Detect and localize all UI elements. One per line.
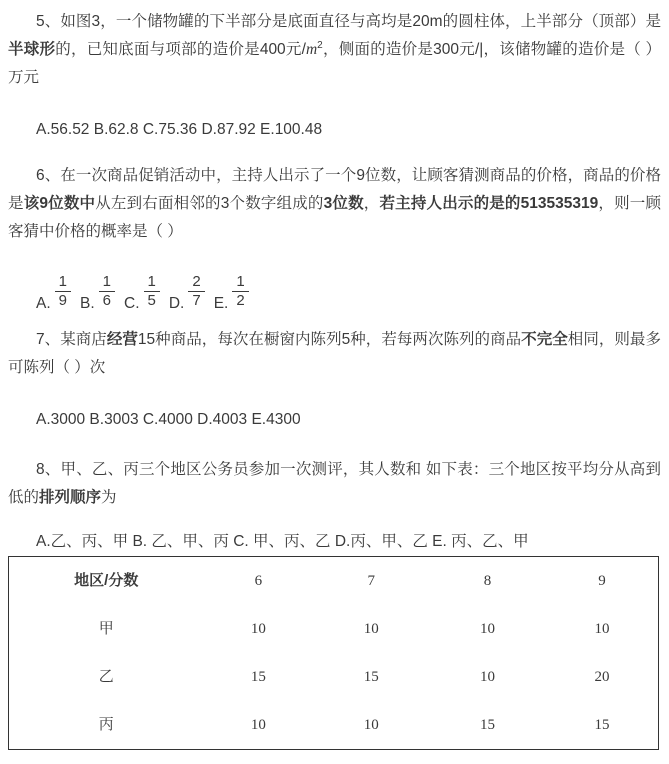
table-row bbox=[9, 605, 659, 653]
fraction bbox=[232, 273, 248, 310]
text-run: 6、在一次商品促销活动中，主持人出示了一个9位数，让顾客猜测商品的价格，商品的价格是 bbox=[8, 167, 661, 212]
fraction-numerator: 1 bbox=[55, 273, 71, 292]
text-run: 为 bbox=[101, 489, 117, 506]
text-run: ， bbox=[363, 195, 380, 212]
text-run: 5、如图3，一个储物罐的下半部分是底面直径与高均是20m的圆柱体，上半部分（顶部）是 bbox=[36, 13, 661, 30]
option-label: D. bbox=[168, 294, 185, 312]
text-run: 7、某商店 bbox=[36, 331, 107, 348]
question-7-text bbox=[8, 326, 661, 382]
text-run-bold: 排列顺序 bbox=[39, 489, 102, 506]
table-row bbox=[9, 653, 659, 701]
math-variable: m bbox=[305, 41, 318, 58]
fraction-denominator: 6 bbox=[102, 292, 111, 309]
score-cell: 10 bbox=[250, 717, 266, 733]
fraction bbox=[99, 273, 115, 310]
text-run-bold: 半球形 bbox=[8, 41, 56, 58]
option-label: A. bbox=[36, 294, 51, 312]
region-cell: 乙 bbox=[98, 668, 114, 685]
score-cell: 10 bbox=[594, 621, 610, 637]
score-col-header: 8 bbox=[483, 573, 492, 589]
superscript: 2 bbox=[317, 39, 323, 51]
fraction-option bbox=[169, 273, 205, 310]
score-cell: 10 bbox=[363, 621, 379, 637]
text-run-bold: 经营 bbox=[106, 331, 138, 348]
score-col-header: 6 bbox=[254, 573, 263, 589]
score-cell: 15 bbox=[363, 669, 379, 685]
table-row bbox=[9, 701, 659, 750]
question-6-options bbox=[36, 258, 661, 310]
text-run-bold: 不完全 bbox=[521, 331, 568, 348]
text-run: ，则一顾客猜中价格的概率是（ ） bbox=[8, 195, 661, 240]
score-col-header: 7 bbox=[367, 573, 375, 589]
score-cell: 20 bbox=[594, 669, 610, 685]
option-label: C. bbox=[124, 294, 140, 312]
question-5-options: A.56.52 B.62.8 C.75.36 D.87.92 E.100.48 bbox=[36, 121, 323, 138]
option-label: E. bbox=[213, 294, 229, 312]
text-run: 相同，则最多可陈列（ ）次 bbox=[8, 331, 661, 376]
fraction-numerator: 1 bbox=[144, 273, 160, 292]
text-run-bold: 若主持人出示的是的 bbox=[379, 195, 521, 212]
text-run: ，侧面的造价是300元/|，该储物罐的造价是（ ）万元 bbox=[8, 41, 661, 86]
text-run: 8、甲、乙、丙三个地区公务员参加一次测评，其人数和 如下表：三个地区按平均分从高到低的 bbox=[8, 461, 661, 506]
text-run-bold: 该9位数中 bbox=[23, 195, 96, 212]
text-run: 的，已知底面与项部的造价是400元/ bbox=[55, 41, 306, 58]
fraction-option bbox=[80, 273, 115, 310]
fraction-option bbox=[214, 273, 249, 310]
score-cell: 15 bbox=[594, 717, 610, 733]
fraction-denominator: 9 bbox=[58, 292, 67, 309]
text-run-bold: 513535319 bbox=[520, 195, 599, 212]
score-cell: 10 bbox=[480, 669, 496, 685]
text-run-bold: 3位数 bbox=[323, 195, 364, 212]
region-cell: 甲 bbox=[98, 620, 114, 637]
fraction bbox=[55, 273, 71, 310]
score-table bbox=[8, 556, 659, 750]
score-col-header: 9 bbox=[598, 573, 606, 589]
fraction-option bbox=[124, 273, 160, 310]
text-run: 15种商品，每次在橱窗内陈列5种，若每两次陈列的商品 bbox=[137, 331, 522, 348]
region-score-header-cell: 地区/分数 bbox=[74, 572, 139, 589]
fraction bbox=[188, 273, 204, 310]
option-label: B. bbox=[80, 294, 95, 312]
fraction-denominator: 2 bbox=[236, 292, 245, 309]
fraction-option bbox=[36, 273, 71, 310]
question-8-options: A.乙、丙、甲 B. 乙、甲、丙 C. 甲、丙、乙 D.丙、甲、乙 E. 丙、乙、甲 bbox=[36, 533, 529, 550]
question-5-text bbox=[8, 8, 661, 92]
fraction-denominator: 7 bbox=[192, 292, 201, 309]
fraction-numerator: 1 bbox=[99, 273, 115, 292]
question-8-text bbox=[8, 456, 661, 512]
question-7-options: A.3000 B.3003 C.4000 D.4003 E.4300 bbox=[36, 411, 301, 428]
region-cell: 丙 bbox=[98, 716, 114, 733]
text-run: 从左到右面相邻的3个数字组成的 bbox=[95, 195, 324, 212]
score-cell: 10 bbox=[480, 621, 496, 637]
score-cell: 15 bbox=[250, 669, 266, 685]
score-cell: 10 bbox=[250, 621, 266, 637]
score-cell: 10 bbox=[363, 717, 379, 733]
score-cell: 15 bbox=[480, 717, 496, 733]
table-header-row bbox=[9, 557, 659, 606]
question-6-text bbox=[8, 162, 661, 246]
fraction-numerator: 1 bbox=[232, 273, 248, 292]
fraction-denominator: 5 bbox=[147, 292, 156, 309]
fraction bbox=[144, 273, 160, 310]
fraction-numerator: 2 bbox=[188, 273, 204, 292]
